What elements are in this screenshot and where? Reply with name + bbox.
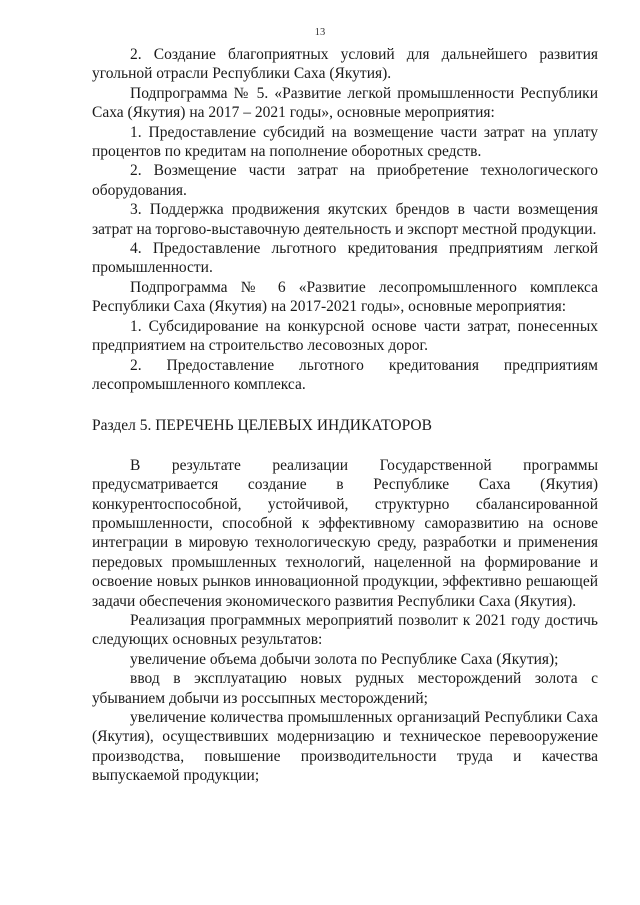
document-body xyxy=(92,45,598,786)
paragraph: увеличение количества промышленных организаций Республики Саха (Якутия), осуществивших модернизацию и техническое перевооружение производства, повышение производительности труда и качества выпускаемой продукции; xyxy=(92,709,598,785)
paragraph: В результате реализации Государственной программы предусматривается создание в Республике Саха (Якутия) конкурентоспособной, устойчивой, структурно сбалансированной промышленности, способной к эффективному саморазвитию на основе интеграции в мировую технологическую среду, разработки и применения передовых промышленных технологий, нацеленной на формирование и освоение новых рынков инновационной продукции, эффективно решающей задачи обеспечения экономического развития Республики Саха (Якутия). xyxy=(92,456,598,610)
paragraph: 1. Субсидирование на конкурсной основе части затрат, понесенных предприятием на строительство лесовозных дорог. xyxy=(92,317,598,355)
paragraph: 1. Предоставление субсидий на возмещение части затрат на уплату процентов по кредитам на пополнение оборотных средств. xyxy=(92,123,598,161)
paragraph: 2. Возмещение части затрат на приобретение технологического оборудования. xyxy=(92,162,598,199)
paragraph: 4. Предоставление льготного кредитования предприятиям легкой промышленности. xyxy=(92,240,598,277)
page-number: 13 xyxy=(314,27,326,38)
paragraph: Реализация программных мероприятий позволит к 2021 году достичь следующих основных результатов: xyxy=(92,611,598,649)
paragraph: увеличение объема добычи золота по Республике Саха (Якутия); xyxy=(130,650,559,668)
paragraph: 2. Создание благоприятных условий для дальнейшего развития угольной отрасли Республики Саха (Якутия). xyxy=(92,46,598,83)
paragraph: 2. Предоставление льготного кредитования предприятиям лесопромышленного комплекса. xyxy=(92,356,598,393)
paragraph: 3. Поддержка продвижения якутских брендов в части возмещения затрат на торгово-выставочную деятельность и экспорт местной продукции. xyxy=(92,201,598,238)
paragraph: Подпрограмма № 6 «Развитие лесопромышленного комплекса Республики Саха (Якутия) на 2017-2021 годы», основные мероприятия: xyxy=(92,278,598,316)
section-heading: Раздел 5. ПЕРЕЧЕНЬ ЦЕЛЕВЫХ ИНДИКАТОРОВ xyxy=(92,417,432,435)
paragraph: Подпрограмма № 5. «Развитие легкой промышленности Республики Саха (Якутия) на 2017 – 2021 годы», основные мероприятия: xyxy=(92,84,598,122)
paragraph: ввод в эксплуатацию новых рудных месторождений золота с убыванием добычи из россыпных месторождений; xyxy=(92,670,598,707)
